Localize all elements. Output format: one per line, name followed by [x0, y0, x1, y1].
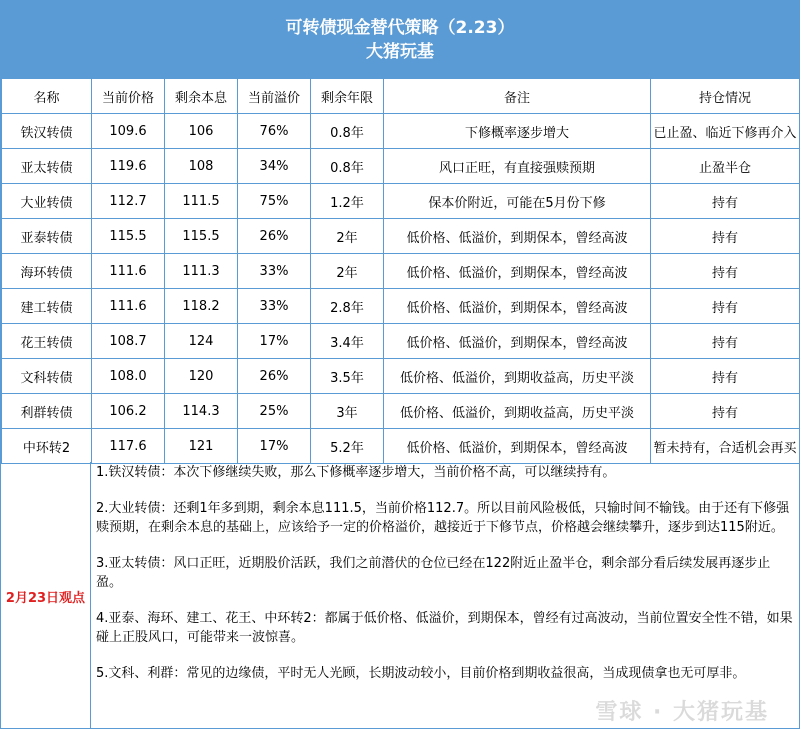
cell-name: 亚太转债 — [2, 149, 92, 184]
cell-price: 108.7 — [92, 324, 165, 359]
cell-remain: 124 — [165, 324, 238, 359]
column-header-name: 名称 — [2, 79, 92, 114]
cell-price: 106.2 — [92, 394, 165, 429]
cell-price: 117.6 — [92, 429, 165, 464]
table-row — [2, 219, 800, 254]
cell-position: 持有 — [651, 394, 800, 429]
cell-premium: 26% — [238, 359, 311, 394]
column-header-years: 剩余年限 — [311, 79, 384, 114]
note-item: 3.亚太转债：风口正旺，近期股价活跃，我们之前潜伏的仓位已经在122附近止盈半仓，剩余部分看后续发展再逐步止盈。 — [96, 556, 771, 590]
table-row — [2, 289, 800, 324]
cell-position: 持有 — [651, 184, 800, 219]
cell-remain: 121 — [165, 429, 238, 464]
table-header-row — [2, 79, 800, 114]
cell-note: 保本价附近，可能在5月份下修 — [384, 184, 651, 219]
cell-years: 0.8年 — [311, 149, 384, 184]
cell-note: 低价格、低溢价，到期保本，曾经高波 — [384, 324, 651, 359]
table-row — [2, 394, 800, 429]
cell-years: 3.4年 — [311, 324, 384, 359]
notes-date-label: 2月23日观点 — [1, 462, 91, 729]
table-row — [2, 254, 800, 289]
cell-years: 3.5年 — [311, 359, 384, 394]
cell-position: 止盈半仓 — [651, 149, 800, 184]
column-header-note: 备注 — [384, 79, 651, 114]
cell-note: 低价格、低溢价，到期保本，曾经高波 — [384, 254, 651, 289]
column-header-position: 持仓情况 — [651, 79, 800, 114]
cell-price: 115.5 — [92, 219, 165, 254]
cell-name: 亚泰转债 — [2, 219, 92, 254]
cell-premium: 33% — [238, 289, 311, 324]
cell-note: 风口正旺，有直接强赎预期 — [384, 149, 651, 184]
cell-premium: 76% — [238, 114, 311, 149]
note-item: 2.大业转债：还剩1年多到期，剩余本息111.5，当前价格112.7。所以目前风险极低，只输时间不输钱。由于还有下修强赎预期，在剩余本息的基础上，应该给予一定的价格溢价，越接近于下修节点，价格越会继续攀升，逐步到达115附近。 — [96, 501, 790, 535]
cell-years: 3年 — [311, 394, 384, 429]
column-header-remain: 剩余本息 — [165, 79, 238, 114]
watermark: 雪球 · 大猪玩基 — [595, 700, 769, 725]
note-item: 4.亚泰、海环、建工、花王、中环转2：都属于低价格、低溢价，到期保本，曾经有过高波动，当前位置安全性不错，如果碰上正股风口，可能带来一波惊喜。 — [96, 611, 793, 645]
notes-body — [91, 462, 799, 729]
table-row — [2, 324, 800, 359]
table-row — [2, 184, 800, 219]
cell-note: 低价格、低溢价，到期保本，曾经高波 — [384, 219, 651, 254]
cell-note: 低价格、低溢价，到期收益高，历史平淡 — [384, 394, 651, 429]
cell-name: 中环转2 — [2, 429, 92, 464]
table-row — [2, 429, 800, 464]
cell-price: 111.6 — [92, 289, 165, 324]
cell-years: 2.8年 — [311, 289, 384, 324]
cell-premium: 26% — [238, 219, 311, 254]
cell-price: 112.7 — [92, 184, 165, 219]
cell-years: 2年 — [311, 219, 384, 254]
cell-price: 109.6 — [92, 114, 165, 149]
table-row — [2, 359, 800, 394]
cell-position: 持有 — [651, 219, 800, 254]
cell-name: 大业转债 — [2, 184, 92, 219]
cell-remain: 106 — [165, 114, 238, 149]
cell-years: 2年 — [311, 254, 384, 289]
cell-name: 建工转债 — [2, 289, 92, 324]
cell-note: 低价格、低溢价，到期收益高，历史平淡 — [384, 359, 651, 394]
table-row — [2, 114, 800, 149]
cell-position: 持有 — [651, 289, 800, 324]
sheet-title: 可转债现金替代策略（2.23） — [285, 17, 515, 38]
column-header-premium: 当前溢价 — [238, 79, 311, 114]
cell-remain: 108 — [165, 149, 238, 184]
note-item: 1.铁汉转债：本次下修继续失败，那么下修概率逐步增大，当前价格不高，可以继续持有。 — [96, 465, 616, 480]
cell-remain: 115.5 — [165, 219, 238, 254]
cell-premium: 17% — [238, 324, 311, 359]
cell-name: 利群转债 — [2, 394, 92, 429]
cell-price: 111.6 — [92, 254, 165, 289]
cell-remain: 120 — [165, 359, 238, 394]
cell-price: 108.0 — [92, 359, 165, 394]
cell-premium: 17% — [238, 429, 311, 464]
cell-remain: 118.2 — [165, 289, 238, 324]
note-item: 5.文科、利群：常见的边缘债，平时无人光顾，长期波动较小，目前价格到期收益很高，当成现债拿也无可厚非。 — [96, 666, 746, 681]
cell-name: 文科转债 — [2, 359, 92, 394]
cell-note: 下修概率逐步增大 — [384, 114, 651, 149]
sheet-header — [1, 1, 799, 78]
cell-position: 暂未持有，合适机会再买 — [651, 429, 800, 464]
cell-position: 持有 — [651, 324, 800, 359]
cell-position: 已止盈、临近下修再介入 — [651, 114, 800, 149]
cell-position: 持有 — [651, 254, 800, 289]
cell-note: 低价格、低溢价，到期保本，曾经高波 — [384, 289, 651, 324]
cell-years: 1.2年 — [311, 184, 384, 219]
bond-table — [1, 78, 800, 464]
cell-premium: 34% — [238, 149, 311, 184]
cell-years: 5.2年 — [311, 429, 384, 464]
sheet-author: 大猪玩基 — [366, 41, 434, 62]
cell-premium: 25% — [238, 394, 311, 429]
cell-years: 0.8年 — [311, 114, 384, 149]
cell-premium: 75% — [238, 184, 311, 219]
cell-note: 低价格、低溢价，到期保本，曾经高波 — [384, 429, 651, 464]
cell-position: 持有 — [651, 359, 800, 394]
cell-premium: 33% — [238, 254, 311, 289]
cell-name: 花王转债 — [2, 324, 92, 359]
column-header-price: 当前价格 — [92, 79, 165, 114]
cell-remain: 111.3 — [165, 254, 238, 289]
cell-name: 海环转债 — [2, 254, 92, 289]
cell-price: 119.6 — [92, 149, 165, 184]
cell-name: 铁汉转债 — [2, 114, 92, 149]
notes-section — [1, 462, 799, 729]
table-row — [2, 149, 800, 184]
cell-remain: 111.5 — [165, 184, 238, 219]
cell-remain: 114.3 — [165, 394, 238, 429]
